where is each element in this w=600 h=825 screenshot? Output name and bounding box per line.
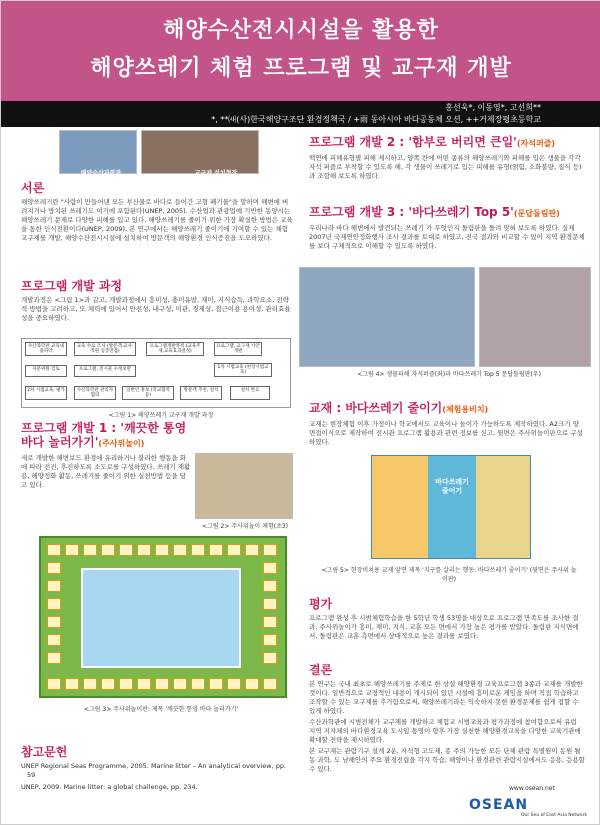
osean-logo: OSEAN bbox=[469, 797, 529, 813]
process-flowchart bbox=[21, 338, 291, 408]
conclusion-heading: 결론 bbox=[309, 663, 333, 677]
program-3-body: 우리나라 바다 해변에서 발견되는 쓰레기 가 무엇인지 돌림판을 돌려 맞혀 보도록 하였다. 실제 2007년 국제연안정화행사 조사 결과를 토대로 하였고, 전국 결과와 비교할 수 있어 지역 환경문제를 보다 구체적으로 이해할 수 있도록 하였다. bbox=[309, 224, 585, 250]
author-bar bbox=[1, 101, 600, 127]
photo-caption-right: 교구재 설치현장 bbox=[194, 170, 238, 177]
intro-body: 해양쓰레기란 "사람이 만들어낸 모든 부산물로 바다로 들어간 고형 폐기물"을 말하며 해변에 버려지거나 방치된 쓰레기도 여기에 포함된다(UNEP, 2005). 수산업과 관광업에 기반한 동양시는 해양쓰레기 문제로 다양한 피해를 입고 있다. 해양쓰레기를 줄이기 위한 가장 확실한 방법은 교육을 통한 인식전환이다(UNEP, 2009). 본 연구에서는 해양쓰레기 줄이기에 기여할 수 있는 체험교구재를 개발, 해양수산전시시설에 설치하여 방문객의 해양환경 인식증진을 도모하였다. bbox=[21, 198, 293, 242]
figure-4-caption: <그림 4> 생물피해 자석퍼즐(좌)과 바다쓰레기 Top 5 문답돌림판(우) bbox=[357, 371, 541, 378]
photo-caption-left: 해양수산과학관 bbox=[80, 170, 122, 177]
program-2-heading: 프로그램 개발 2 : '함부로 버리면 큰일'(자석퍼즐) bbox=[309, 135, 556, 149]
section-intro bbox=[21, 181, 293, 243]
photo-roulette bbox=[479, 267, 591, 367]
flow-box: 수산과학관 관리자협의 bbox=[74, 386, 116, 400]
program-2-body: 백연에 피해유형별 피해 제시하고, 양쪽 칸에 어떤 종류의 해양쓰레기와 피해를 입은 생물을 각각 자석 퍼즐로 부착할 수 있도록 해, 각 생물이 쓰레기로 입는 피해를 유형(얽힘, 소화불량, 질식 등)과 조합해 보도록 하였다. bbox=[309, 154, 582, 180]
reference-item: UNEP Regional Seas Programme, 2005. Marine litter – An analytical overview, pp. 59 bbox=[21, 762, 287, 779]
footer-url: www.osean.net bbox=[509, 785, 555, 792]
program-3-heading: 프로그램 개발 3 : '바다쓰레기 Top 5'(문답돌림판) bbox=[309, 205, 560, 219]
dice-game-board-image bbox=[39, 536, 287, 698]
material-heading: 교재 : 바다쓰레기 줄이기(체험용비치) bbox=[309, 401, 489, 415]
material-body: 교재는 현장체험 이후 가정이나 학교에서도 교육이나 놀이가 가능하도록 제작하였다. A2크기 양면접이식으로 제작하여 전시관 프로그램 활용과 관련 정보를 싣고, 뒷면은 주사위놀이판으로 구성하였다. bbox=[309, 420, 583, 446]
process-heading: 프로그램 개발 과정 bbox=[21, 279, 123, 293]
section-conclusion bbox=[309, 663, 585, 774]
figure-3-caption: <그림 3> 주사위놀이판: 제목 '깨끗한 통영 바다 놀러가기' bbox=[83, 706, 239, 713]
figure-2-caption: <그림 2> 주사위놀이 체험(초3) bbox=[201, 523, 289, 530]
affiliation: *, **㈔(사)한국해양구조단 환경정책국 / +雨 동아시아 바다공동체 오션, ++거제장평초등학교 bbox=[211, 115, 541, 124]
section-material bbox=[309, 401, 585, 447]
flow-box: 일반인 홍보 (학교협력 등) bbox=[122, 386, 174, 400]
evaluation-heading: 평가 bbox=[309, 597, 333, 611]
footer-tagline: Our Sea of East Asia Network bbox=[521, 813, 588, 818]
intro-heading: 서론 bbox=[21, 181, 45, 195]
flow-box: 프로그램, 전시물 수정보완 bbox=[74, 365, 136, 377]
title-line-2: 해양쓰레기 체험 프로그램 및 교구재 개발 bbox=[90, 56, 512, 81]
program-1-heading: 프로그램 개발 1 : '깨끗한 통영바다 놀러가기'(주사위놀이) bbox=[21, 421, 187, 449]
flow-box: 프로그램개발목적 (교육주제,교육효과설정) bbox=[146, 342, 204, 356]
flow-box: 1차 시범교육 (현장시범교육) bbox=[214, 363, 272, 377]
process-body: 개발과정은 <그림 1>과 같고, 개발과정에서 흥미성, 충미유발, 재미, 지식습득, 과학요소, 전략적 방법을 고려하고, 또 체력에 있어서 안전성, 내구성, 미관, 경제성, 접근이용 용이성, 관리효율성을 중요하였다. bbox=[21, 296, 291, 322]
section-evaluation bbox=[309, 597, 585, 641]
flow-box: 설치 완료 bbox=[230, 386, 270, 400]
flow-box: 프로그램, 교구재 시안 개발 bbox=[214, 342, 262, 356]
booklet-image bbox=[371, 455, 531, 559]
figure-5-caption: <그림 5> 현장비치용 교재 앞면 제목 '지구를 살리는 행동: 바다쓰레기 줄이기' (뒷면은 주사위 놀이판) bbox=[321, 567, 577, 583]
photo-dice-game bbox=[195, 453, 293, 519]
poster-header bbox=[1, 1, 600, 101]
section-program-3 bbox=[309, 205, 585, 251]
authors: 홍선욱*, 이동영*, 고선희** bbox=[445, 103, 541, 112]
section-process bbox=[21, 279, 293, 323]
section-program-1 bbox=[21, 421, 191, 490]
flow-box: 교육 수요 조사 (방문객·교사·직원 심층면접) bbox=[74, 342, 136, 356]
conclusion-body-2: 수산과학관에 시범전체가 교구재를 개발하고 체험교 시범교육과 평가과정에 참여함으로써 유럽 지역 지자체의 바다환경교육 도시임 통영이 향후 가장 실천한 해양환경교육을 다양한 교육기관에 확대할 전략을 제시하였다. bbox=[309, 718, 581, 744]
conclusion-body-1: 본 연구는 국내 최초로 해양쓰레기를 주제로 한 상설 해양환경 교육프로그램 3종과 교재를 개발한 것이다. 일반적으로 교정적인 내용이 개시되어 있던 시설에 흥미로운 게임을 하며 직접 학습하고 조작할 수 있는 교구재를 추가함으로써, 해양쓰레기라는 익숙하지 못한 환경문제를 쉽게 접할 수 있게 하였다. bbox=[309, 680, 583, 715]
figure-1-caption: <그림 1> 해양쓰레기 교구재 개발 과정 bbox=[108, 412, 214, 419]
conclusion-body-3: 본 교구재는 관람기구 설계 2운, 자석형 고도체, 종 주의 가능한 모든 단체 관람 특별원이 동원 될 동 과학, 도 남해안의 주요 환경전립을 각지 학습, 해양이나 환경관련 관람시설에서도 응용, 응용할 수 있다. bbox=[309, 747, 585, 773]
section-program-2 bbox=[309, 135, 585, 181]
flow-box: 2차 시범교육, 평가 bbox=[25, 386, 67, 400]
title-line-1: 해양수산전시시설을 활용한 bbox=[163, 18, 439, 43]
flow-box: 자문위원 검토 bbox=[25, 365, 67, 377]
flow-box: 수산과학관 교육내용파악 bbox=[25, 342, 67, 356]
section-references bbox=[21, 745, 293, 792]
photo-magnet-puzzle bbox=[299, 267, 475, 367]
program-1-body: 새로 개발한 해변보드 환경에 유리하거나 불리한 행동을 화에 따라 전진, 후진하도록 소도로를 구성하였다. 쓰레기 재활용, 해양정화 활동, 쓰레기를 줄이기 위한 실천방법 등을 담고 있다. bbox=[21, 454, 191, 489]
reference-item: UNEP, 2009. Marine litter: a global challenge, pp. 234. bbox=[21, 783, 198, 791]
booklet-title: 바다쓰레기 줄이기 bbox=[435, 478, 469, 495]
references-heading: 참고문헌 bbox=[21, 745, 68, 759]
evaluation-body: 프로그램 완성 후 시범체험학습을 한 5학년 학생 53명을 대상으로 프로그램 만족도를 조사한 결과, 주사위놀이가 흥미, 재미, 지식, 교훈 모든 면에서 가장 높은 평가를 받았다. 돌림판 지식면에서, 돌림판은 교훈 측면에서 상대적으로 높은 결과를 보였다. bbox=[309, 614, 579, 640]
flow-box: 방문객 추천, 설치 bbox=[180, 386, 222, 400]
